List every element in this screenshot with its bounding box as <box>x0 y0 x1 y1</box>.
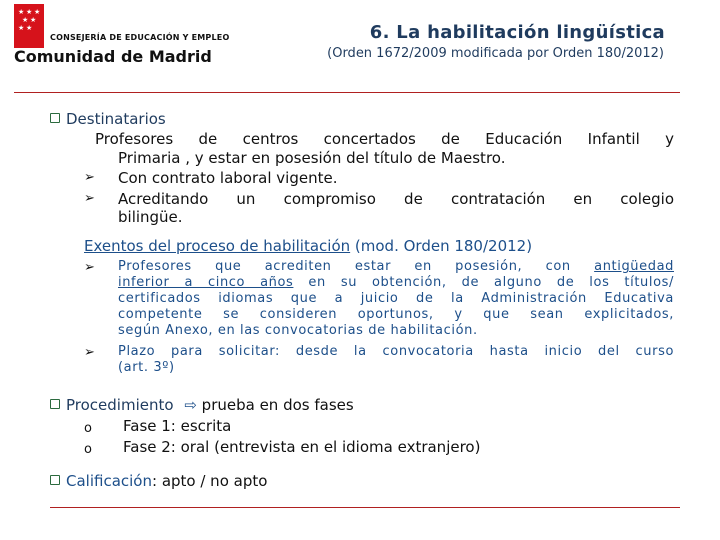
outline-arrow-icon: ⇨ <box>184 396 197 414</box>
top-divider <box>14 92 680 93</box>
section-calificacion <box>50 472 267 490</box>
destinatarios-item2-line2: bilingüe. <box>118 208 183 226</box>
exentos-item1-cinco-anos: inferior a cinco años <box>118 275 294 290</box>
circle-bullet-icon: o <box>84 421 92 436</box>
exentos-item1-line4: competente se consideren oportunos, y que sean explicitados, <box>118 307 674 322</box>
destinatarios-item2-line1: Acreditando un compromiso de contratación en colegio <box>118 190 674 208</box>
arrow-bullet-icon: ➢ <box>84 260 95 275</box>
procedimiento-arrow-text: prueba en dos fases <box>196 396 354 414</box>
logo-consejeria: CONSEJERÍA DE EDUCACIÓN Y EMPLEO <box>50 33 230 42</box>
circle-bullet-icon: o <box>84 442 92 457</box>
square-bullet-icon <box>50 399 60 409</box>
procedimiento-heading: Procedimiento <box>66 396 174 414</box>
exentos-item1-line3: certificados idiomas que a juicio de la Administración Educativa <box>118 291 674 306</box>
destinatarios-heading: Destinatarios <box>66 110 166 128</box>
procedimiento-fase1: Fase 1: escrita <box>123 417 232 435</box>
exentos-item2-line2: (art. 3º) <box>118 360 175 375</box>
exentos-item1 <box>118 259 674 339</box>
square-bullet-icon <box>50 113 60 123</box>
arrow-bullet-icon: ➢ <box>84 170 95 185</box>
exentos-item2-line1: Plazo para solicitar: desde la convocatoria hasta inicio del curso <box>118 344 674 359</box>
section-procedimiento <box>50 396 354 414</box>
exentos-item1-antiguedad: antigüedad <box>594 259 674 274</box>
exentos-heading: Exentos del proceso de habilitación <box>84 237 351 255</box>
calificacion-label: Calificación <box>66 472 152 490</box>
section-destinatarios <box>50 110 166 128</box>
bottom-divider <box>50 507 680 508</box>
procedimiento-fase2: Fase 2: oral (entrevista en el idioma extranjero) <box>123 438 481 456</box>
page-subtitle: (Orden 1672/2009 modificada por Orden 180/2012) <box>327 46 664 61</box>
destinatarios-line2: Primaria , y estar en posesión del título de Maestro. <box>118 149 506 167</box>
exentos-heading-row <box>84 237 532 255</box>
page-title: 6. La habilitación lingüística <box>369 22 665 43</box>
calificacion-value: : apto / no apto <box>152 472 268 490</box>
exentos-item1-line2: en su obtención, de alguno de los títulos/ <box>293 275 674 290</box>
arrow-bullet-icon: ➢ <box>84 191 95 206</box>
exentos-note: (mod. Orden 180/2012) <box>350 237 533 255</box>
arrow-bullet-icon: ➢ <box>84 345 95 360</box>
exentos-item1-line1: Profesores que acrediten estar en posesión, con <box>118 259 595 274</box>
madrid-flag-icon: ★ ★ ★ ★ ★ ★ ★ <box>14 4 44 48</box>
exentos-item1-line5: según Anexo, en las convocatorias de habilitación. <box>118 323 478 338</box>
logo-comunidad: Comunidad de Madrid <box>14 47 212 66</box>
exentos-item2 <box>118 344 674 376</box>
destinatarios-line1: Profesores de centros concertados de Educación Infantil y <box>95 130 674 148</box>
destinatarios-item1: Con contrato laboral vigente. <box>118 169 338 187</box>
square-bullet-icon <box>50 475 60 485</box>
